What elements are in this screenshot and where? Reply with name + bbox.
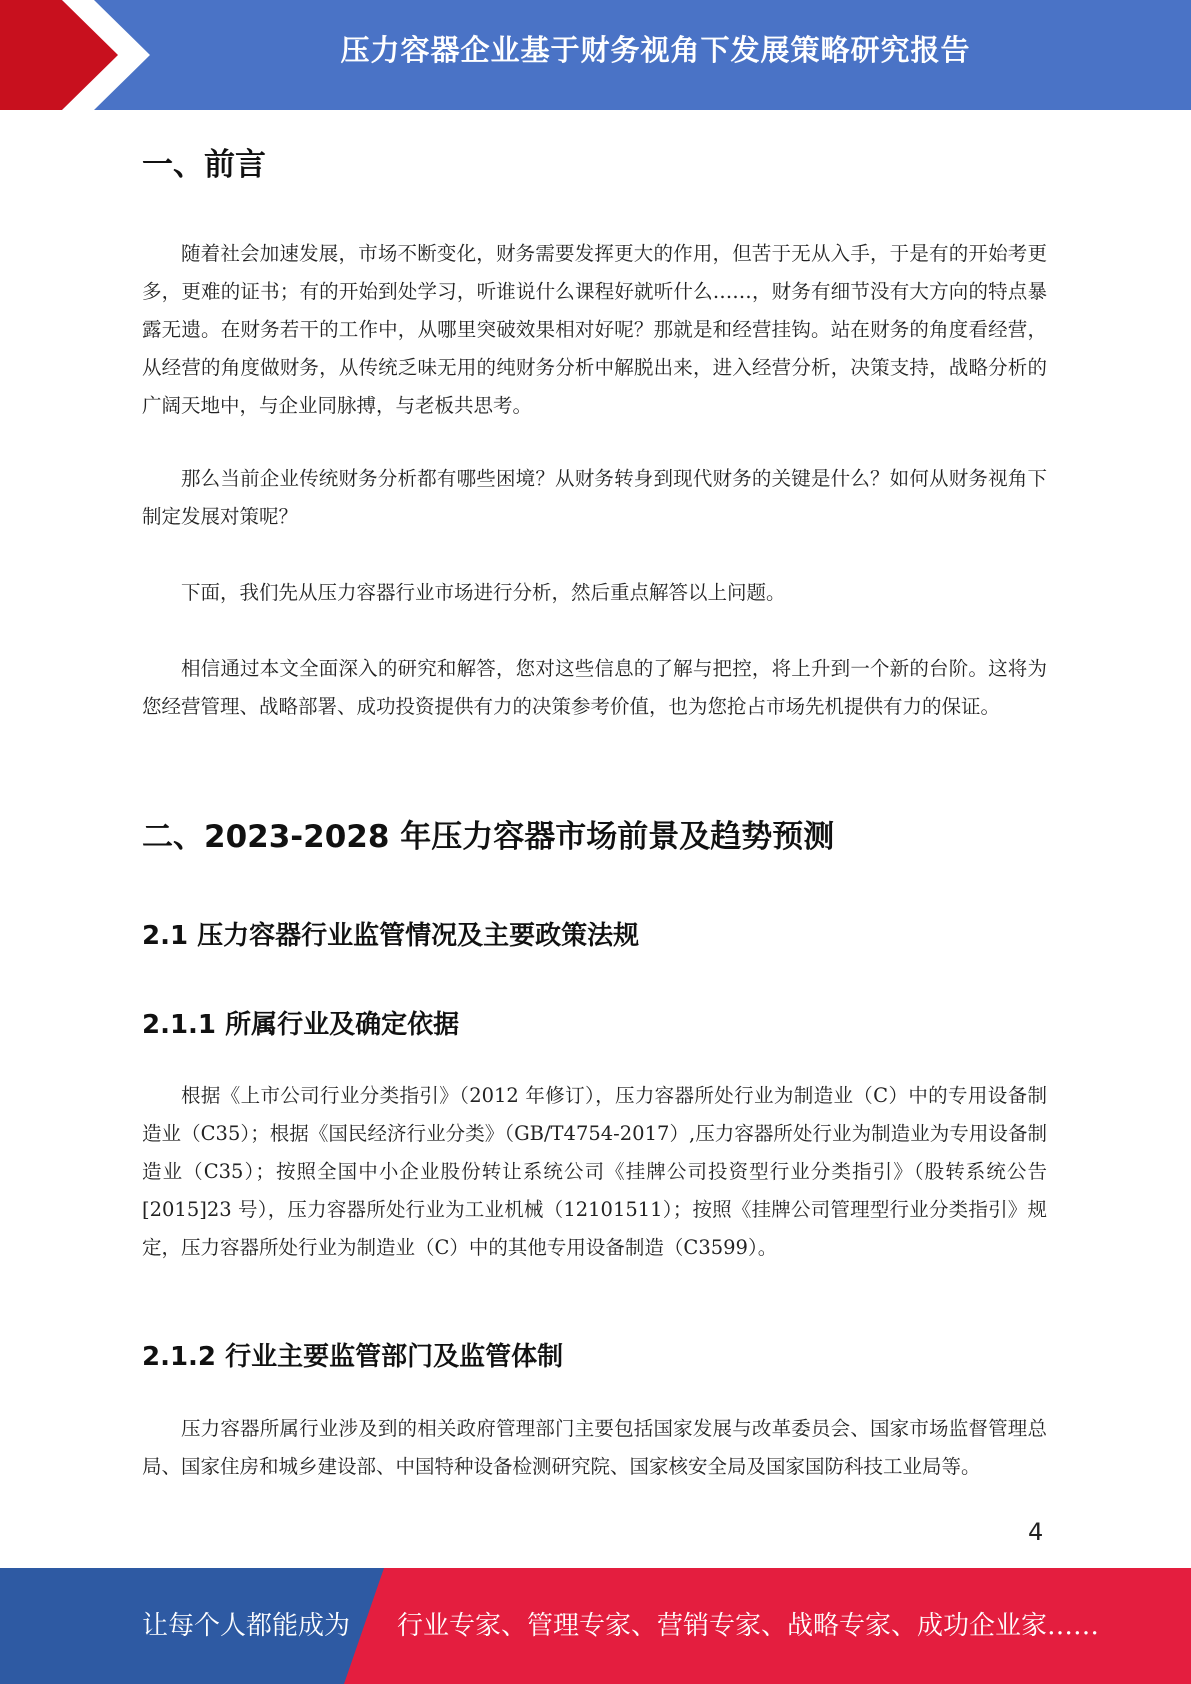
- footer-slogan-right: 行业专家、管理专家、营销专家、战略专家、成功企业家……: [397, 1611, 1100, 1641]
- paragraph: 相信通过本文全面深入的研究和解答，您对这些信息的了解与把控，将上升到一个新的台阶。这将为您经营管理、战略部署、成功投资提供有力的决策参考价值，也为您抢占市场先机提供有力的保证。: [142, 657, 1047, 718]
- paragraph: 压力容器所属行业涉及到的相关政府管理部门主要包括国家发展与改革委员会、国家市场监督管理总局、国家住房和城乡建设部、中国特种设备检测研究院、国家核安全局及国家国防科技工业局等。: [142, 1417, 1047, 1478]
- paragraph: 随着社会加速发展，市场不断变化，财务需要发挥更大的作用，但苦于无从入手，于是有的开始考更多，更难的证书；有的开始到处学习，听谁说什么课程好就听什么……，财务有细节没有大方向的特点暴露无遗。在财务若干的工作中，从哪里突破效果相对好呢？那就是和经营挂钩。站在财务的角度看经营，从经营的角度做财务，从传统乏味无用的纯财务分析中解脱出来，进入经营分析，决策支持，战略分析的广阔天地中，与企业同脉搏，与老板共思考。: [142, 242, 1047, 417]
- page-number: 4: [1028, 1518, 1044, 1546]
- subsection-heading: 2.1 压力容器行业监管情况及主要政策法规: [142, 921, 640, 951]
- paragraph: 下面，我们先从压力容器行业市场进行分析，然后重点解答以上问题。: [181, 581, 786, 604]
- subsubsection-heading: 2.1.1 所属行业及确定依据: [142, 1010, 460, 1040]
- section-heading-forecast: 二、2023-2028 年压力容器市场前景及趋势预测: [142, 819, 835, 855]
- subsubsection-heading: 2.1.2 行业主要监管部门及监管体制: [142, 1342, 564, 1372]
- footer-slogan-left: 让每个人都能成为: [142, 1611, 351, 1641]
- paragraph: 那么当前企业传统财务分析都有哪些困境？从财务转身到现代财务的关键是什么？如何从财务视角下制定发展对策呢？: [142, 467, 1047, 528]
- report-title: 压力容器企业基于财务视角下发展策略研究报告: [340, 33, 971, 67]
- page-footer: [0, 1568, 1191, 1684]
- section-heading-preface: 一、前言: [142, 147, 266, 183]
- paragraph: 根据《上市公司行业分类指引》（2012 年修订），压力容器所处行业为制造业（C）中的专用设备制造业（C35）；根据《国民经济行业分类》（GB/T4754-2017）,压力容器所处行业为制造业为专用设备制造业（C35）；按照全国中小企业股份转让系统公司《挂牌公司投资型行业分类指引》（股转系统公告[2015]23 号），压力容器所处行业为工业机械（12101511）；按照《挂牌公司管理型行业分类指引》规定，压力容器所处行业为制造业（C）中的其他专用设备制造（C3599）。: [142, 1084, 1047, 1259]
- page-header: [0, 0, 1191, 110]
